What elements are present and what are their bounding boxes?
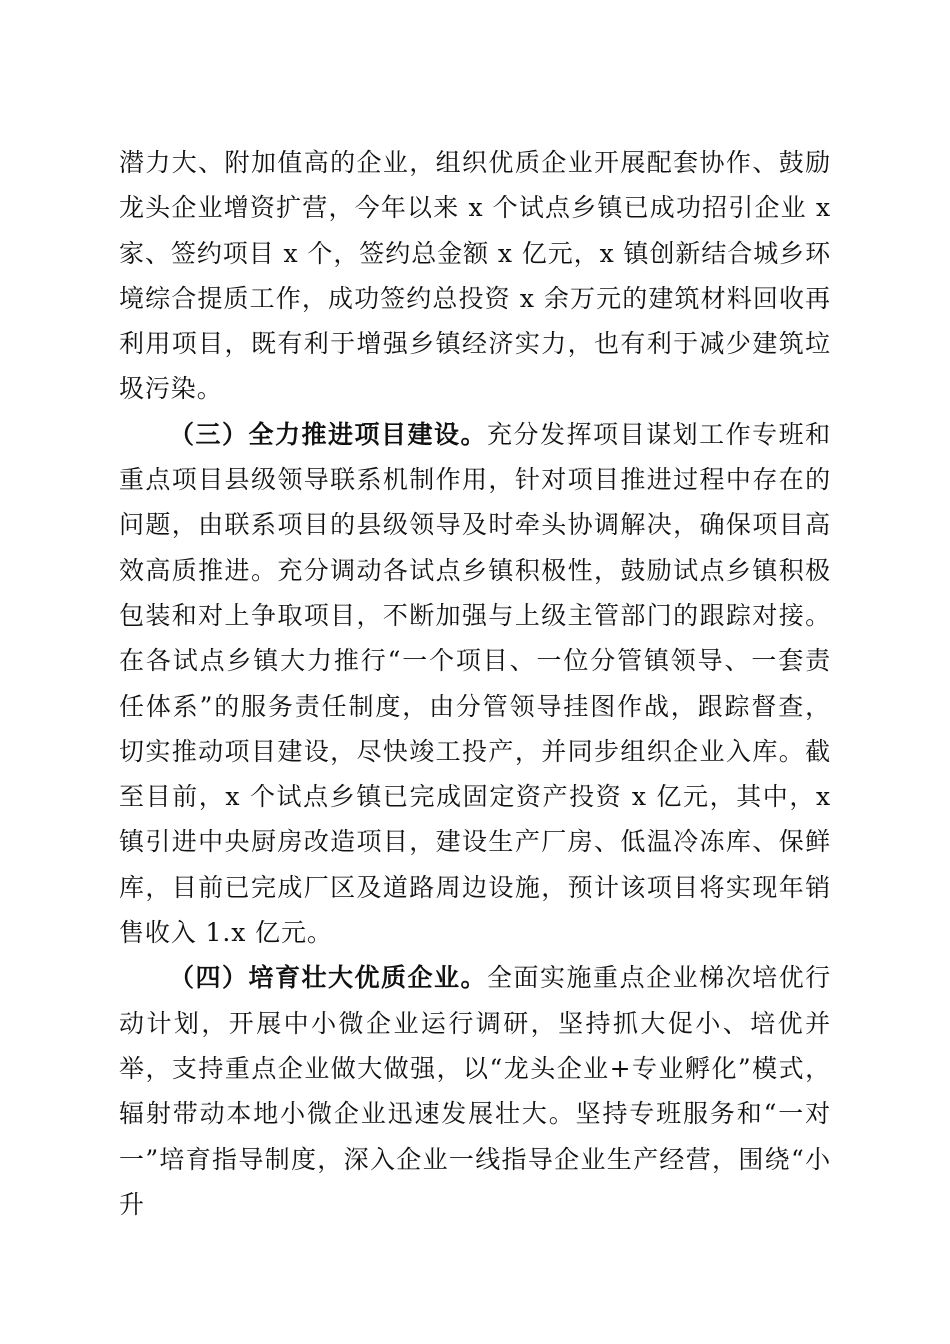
document-body	[119, 140, 831, 1227]
paragraph-text: 潜力大、附加值高的企业，组织优质企业开展配套协作、鼓励龙头企业增资扩营，今年以来 x 个试点乡镇已成功招引企业 x 家、签约项目 x 个，签约总金额 x 亿元，x 镇创新结合城乡环境综合提质工作，成功签约总投资 x 余万元的建筑材料回收再利用项目，既有利于增强乡镇经济实力，也有利于减少建筑垃圾污染。	[119, 148, 831, 404]
paragraph-project-construction	[119, 412, 831, 956]
section-heading: （四）培育壮大优质企业。	[169, 963, 488, 993]
section-heading: （三）全力推进项目建设。	[169, 419, 488, 449]
paragraph-quality-enterprises	[119, 955, 831, 1227]
paragraph-text: 充分发挥项目谋划工作专班和重点项目县级领导联系机制作用，针对项目推进过程中存在的问题，由联系项目的县级领导及时牵头协调解决，确保项目高效高质推进。充分调动各试点乡镇积极性，鼓励试点乡镇积极包装和对上争取项目，不断加强与上级主管部门的跟踪对接。在各试点乡镇大力推行“一个项目、一位分管镇领导、一套责任体系”的服务责任制度，由分管领导挂图作战，跟踪督查，切实推动项目建设，尽快竣工投产，并同步组织企业入库。截至目前，x 个试点乡镇已完成固定资产投资 x 亿元，其中，x 镇引进中央厨房改造项目，建设生产厂房、低温冷冻库、保鲜库，目前已完成厂区及道路周边设施，预计该项目将实现年销售收入 1.x 亿元。	[119, 419, 831, 948]
paragraph-text: 全面实施重点企业梯次培优行动计划，开展中小微企业运行调研，坚持抓大促小、培优并举，支持重点企业做大做强，以“龙头企业+专业孵化”模式，辐射带动本地小微企业迅速发展壮大。坚持专班服务和“一对一”培育指导制度，深入企业一线指导企业生产经营，围绕“小升	[119, 963, 831, 1219]
paragraph-continuation	[119, 140, 831, 412]
